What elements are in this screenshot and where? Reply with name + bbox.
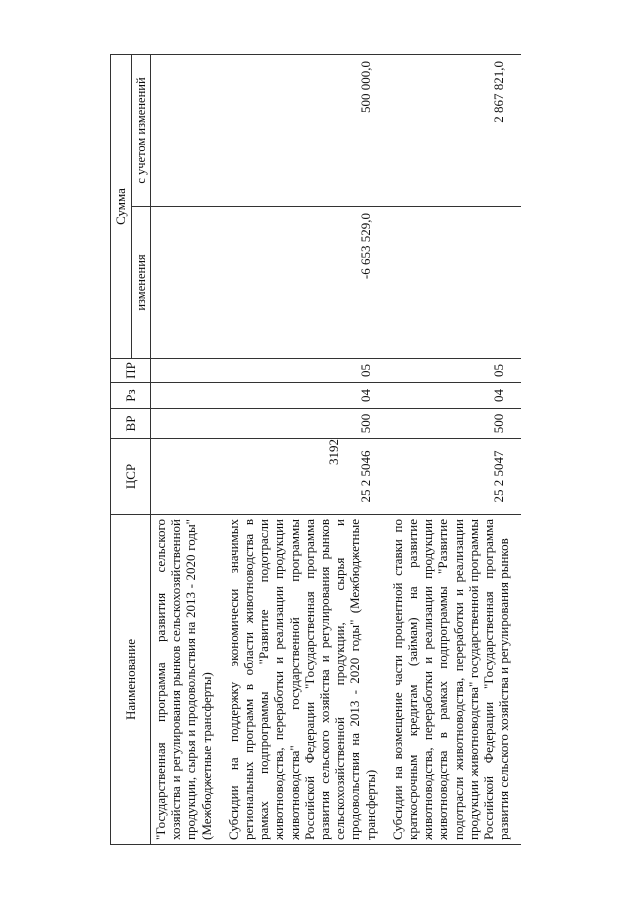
row-change: -6 653 529,0: [224, 207, 388, 359]
page-number: 3192: [326, 439, 341, 465]
row-name: Субсидии на возмещение части процентной ставки по краткосрочным кредитам (займам) на развитие животноводства, переработки и реализации продукции животноводства в рамках подпрограммы "Развитие подотрасли животноводства, переработки и реализации продукции животноводства" государственной программы Российской Федерации "Государственная программа развития сельского хозяйства и регулирования рынков: [388, 515, 522, 845]
row-vr: 500: [388, 409, 522, 439]
row-rz: 04: [388, 383, 522, 409]
row-name: Субсидии на поддержку экономически значимых региональных программ в области животноводства в рамках подпрограммы "Развитие подотрасли животноводства, переработки и реализации продукции животноводства" государственной программы Российской Федерации "Государственная программа развития сельского хозяйства и регулирования рынков сельскохозяйственной продукции, сырья и продовольствия на 2013 - 2020 годы" (Межбюджетные трансферты): [224, 515, 388, 845]
row-csr: 25 2 5047: [388, 439, 522, 515]
row-csr: 25 2 5046: [224, 439, 388, 515]
rotated-page-content: [110, 55, 610, 845]
header-with-change: с учетом изменений: [132, 55, 151, 207]
row-pr: 05: [388, 359, 522, 383]
budget-table: [110, 54, 521, 845]
row-with-change: 500 000,0: [224, 55, 388, 207]
row-pr: 05: [224, 359, 388, 383]
header-sum: Сумма: [111, 55, 132, 359]
header-vr: ВР: [111, 409, 151, 439]
row-rz: 04: [224, 383, 388, 409]
row-change: [388, 207, 522, 359]
table-row: [224, 55, 388, 845]
table-row: [151, 55, 224, 845]
row-rz: [151, 383, 224, 409]
row-vr: 500: [224, 409, 388, 439]
row-change: [151, 207, 224, 359]
header-change: изменения: [132, 207, 151, 359]
row-vr: [151, 409, 224, 439]
row-with-change: [151, 55, 224, 207]
header-row-1: [111, 55, 132, 845]
row-with-change: 2 867 821,0: [388, 55, 522, 207]
row-name: "Государственная программа развития сельского хозяйства и регулирования рынков сельскохозяйственной продукции, сырья и продовольствия на 2013 - 2020 годы" (Межбюджетные трансферты): [151, 515, 224, 845]
header-pr: ПР: [111, 359, 151, 383]
table-row: [388, 55, 522, 845]
header-name: Наименование: [111, 515, 151, 845]
header-rz: Рз: [111, 383, 151, 409]
row-csr: [151, 439, 224, 515]
header-csr: ЦСР: [111, 439, 151, 515]
row-pr: [151, 359, 224, 383]
